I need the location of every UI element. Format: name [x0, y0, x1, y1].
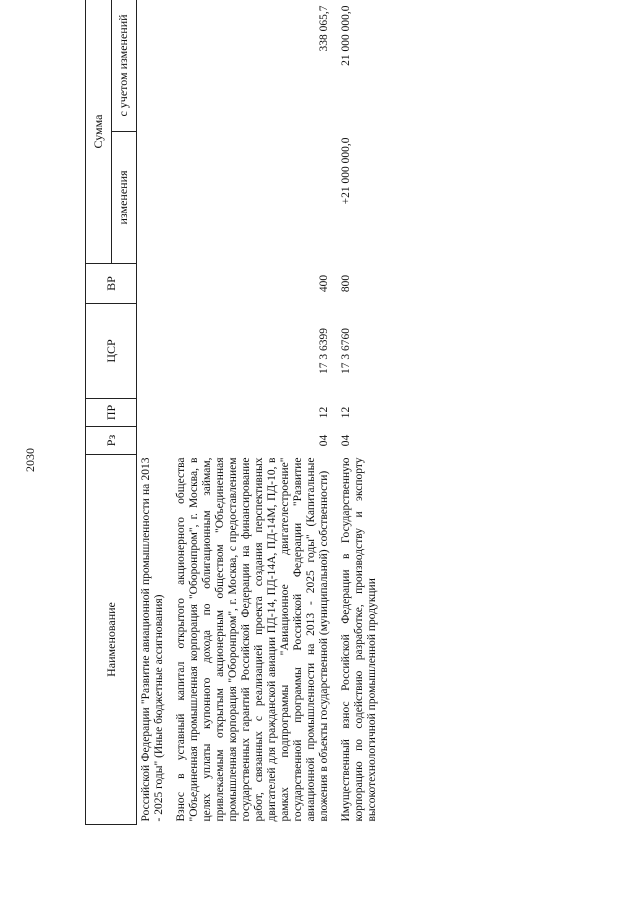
row-rz: 04 — [340, 434, 352, 447]
header-change: изменения — [111, 132, 137, 264]
header-rz: Рз — [86, 427, 137, 455]
row-pr: 12 — [340, 406, 352, 419]
row-csr: 17 3 6760 — [340, 328, 352, 374]
row-change — [137, 132, 173, 264]
row-with-change: 338 065,7 — [318, 5, 330, 52]
row-name: Имущественный взнос Российской Федерации в Государственную корпорацию по содействию разработке, производству и экспорту высокотехнологичной промышленной продукции — [340, 457, 378, 822]
row-pr: 12 — [318, 406, 330, 419]
header-sum: Сумма — [86, 0, 112, 264]
header-csr: ЦСР — [86, 304, 137, 399]
table-row — [337, 0, 385, 825]
table-row — [172, 0, 337, 825]
row-vr: 800 — [340, 274, 352, 293]
header-pr: ПР — [86, 399, 137, 427]
row-with-change: 21 000 000,0 — [340, 5, 352, 66]
row-csr — [137, 304, 173, 399]
row-csr: 17 3 6399 — [318, 328, 330, 374]
table-row — [137, 0, 173, 825]
row-vr: 400 — [318, 274, 330, 293]
row-name: Российской Федерации "Развитие авиационной промышленности на 2013 - 2025 годы" (Иные бюджетные ассигнования) — [140, 457, 165, 822]
page-number: 2030 — [23, 448, 37, 472]
row-name: Взнос в уставный капитал открытого акционерного общества "Объединенная промышленная корпорация "Оборонпром", г. Москва, в целях уплаты купонного дохода по облигационным займам, привлекаемым открытым акционерным обществом "Объединенная промышленная корпорация "Оборонпром", г. Москва, с предоставлением государственных гарантий Российской Федерации на финансирование работ, связанных с реализацией проекта создания перспективных двигателей для гражданской авиации ПД-14, ПД-14А, ПД-14М, ПД-10, в рамках подпрограммы "Авиационное двигателестроение" государственной программы Российской Федерации "Развитие авиационной промышленности на 2013 - 2025 годы" (Капитальные вложения в объекты государственной (муниципальной) собственности) — [175, 457, 330, 822]
row-rz: 04 — [318, 434, 330, 447]
row-with-change — [137, 0, 173, 132]
header-vr: ВР — [86, 264, 137, 304]
row-change: +21 000 000,0 — [340, 137, 352, 205]
header-name: Наименование — [86, 455, 137, 825]
row-vr — [137, 264, 173, 304]
row-change — [172, 132, 337, 264]
budget-table — [85, 0, 385, 825]
row-rz — [137, 427, 173, 455]
document-sheet — [85, 0, 590, 825]
row-pr — [137, 399, 173, 427]
header-with-change: с учетом изменений — [111, 0, 137, 132]
